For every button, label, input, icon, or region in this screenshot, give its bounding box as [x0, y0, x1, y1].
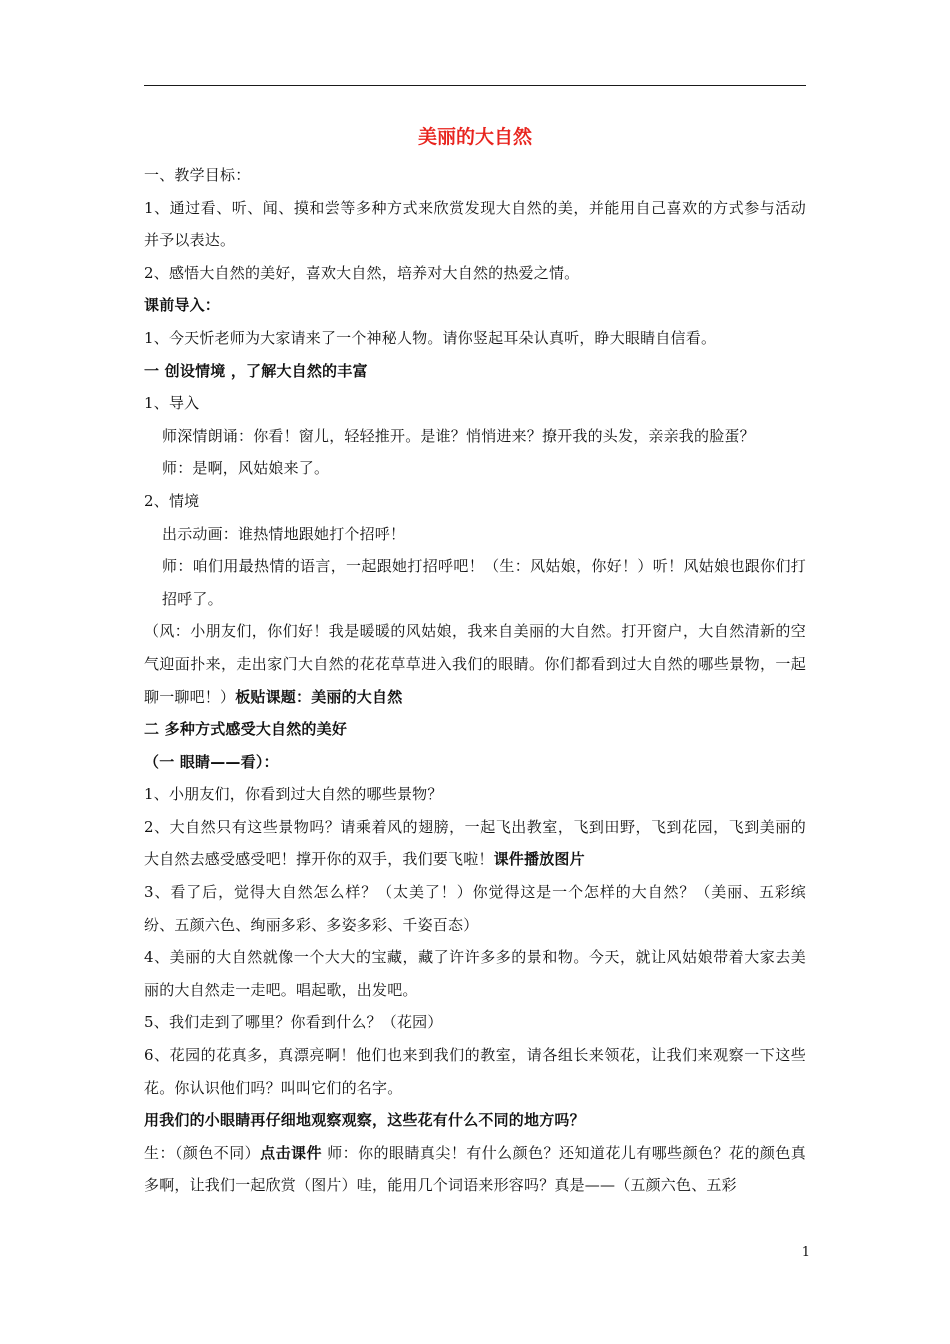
- section-1-heading: 一 创设情境 ，了解大自然的丰富: [144, 361, 368, 380]
- student-bold: 点击课件: [260, 1143, 322, 1162]
- section-1-item-1: 1、导入: [144, 394, 200, 413]
- section-2-item-1: 1、小朋友们，你看到过大自然的哪些景物？: [144, 785, 443, 804]
- intro-1: 1、今天忻老师为大家请来了一个神秘人物。请你竖起耳朵认真听，睁大眼睛自信看。: [144, 328, 717, 347]
- student-text-b: 师：你的眼睛真尖！有什么颜色？还知道花儿有哪些颜色？花的颜色真多啊，让我们一起欣赏（图片）哇，能用几个词语来形容吗？真是——（五颜六色、五彩: [144, 1143, 807, 1195]
- section-2-item-3: 3、看了后，觉得大自然怎么样？（太美了！）你觉得这是一个怎样的大自然？（美丽、五彩缤纷、五颜六色、绚丽多彩、多姿多彩、千姿百态）: [144, 883, 806, 934]
- section-1-wind: [144, 615, 806, 713]
- item-2-text: 2、大自然只有这些景物吗？请乘着风的翅膀，一起飞出教室，飞到田野，飞到花园，飞到美丽的大自然去感受感受吧！撑开你的双手，我们要飞啦！: [144, 817, 806, 869]
- section-2-item-6: 6、花园的花真多，真漂亮啊！他们也来到我们的教室，请各组长来领花，让我们来观察一下这些花。你认识他们吗？叫叫它们的名字。: [144, 1046, 806, 1097]
- wind-text: （风：小朋友们，你们好！我是暖暖的风姑娘，我来自美丽的大自然。打开窗户，大自然清新的空气迎面扑来，走出家门大自然的花花草草进入我们的眼睛。你们都看到过大自然的哪些景物，一起聊一聊吧！）: [144, 622, 806, 706]
- goal-1: 1、通过看、听、闻、摸和尝等多种方式来欣赏发现大自然的美，并能用自己喜欢的方式参与活动并予以表达。: [144, 198, 806, 250]
- intro-heading: 课前导入：: [144, 296, 221, 315]
- section-2-item-5: 5、我们走到了哪里？你看到什么？（花园）: [144, 1013, 443, 1032]
- item-2-bold: 课件播放图片: [493, 850, 585, 869]
- section-2-student: [144, 1137, 806, 1202]
- goals-heading: 一、教学目标：: [144, 166, 251, 184]
- section-1-recite: 师深情朗诵：你看！窗儿，轻轻推开。是谁？悄悄进来？撩开我的头发，亲亲我的脸蛋？: [162, 426, 755, 445]
- section-1-item-2: 2、情境: [144, 491, 200, 510]
- student-text-a: 生：（颜色不同）: [144, 1143, 261, 1162]
- section-2-heading: 二 多种方式感受大自然的美好: [144, 720, 348, 739]
- document-body: [144, 159, 806, 1202]
- goal-2: 2、感悟大自然的美好，喜欢大自然，培养对大自然的热爱之情。: [144, 263, 580, 282]
- header-rule: [144, 85, 806, 86]
- section-1-teacher: 师：是啊，风姑娘来了。: [162, 459, 330, 478]
- section-1-greet: 师：咱们用最热情的语言，一起跟她打招呼吧！（生：风姑娘，你好！）听！风姑娘也跟你们打招呼了。: [162, 557, 806, 608]
- section-1-animation: 出示动画：谁热情地跟她打个招呼！: [162, 524, 406, 543]
- board-title: 板贴课题：美丽的大自然: [235, 687, 403, 706]
- page-number: 1: [801, 1245, 810, 1260]
- section-2-item-2: [144, 811, 806, 876]
- document-title: 美丽的大自然: [417, 126, 532, 148]
- section-2-observe: 用我们的小眼睛再仔细地观察观察，这些花有什么不同的地方吗？: [144, 1111, 585, 1130]
- section-2-sub-1: （一 眼睛——看）：: [144, 752, 279, 771]
- section-2-item-4: 4、美丽的大自然就像一个大大的宝藏，藏了许许多多的景和物。今天，就让风姑娘带着大家去美丽的大自然走一走吧。唱起歌，出发吧。: [144, 948, 806, 999]
